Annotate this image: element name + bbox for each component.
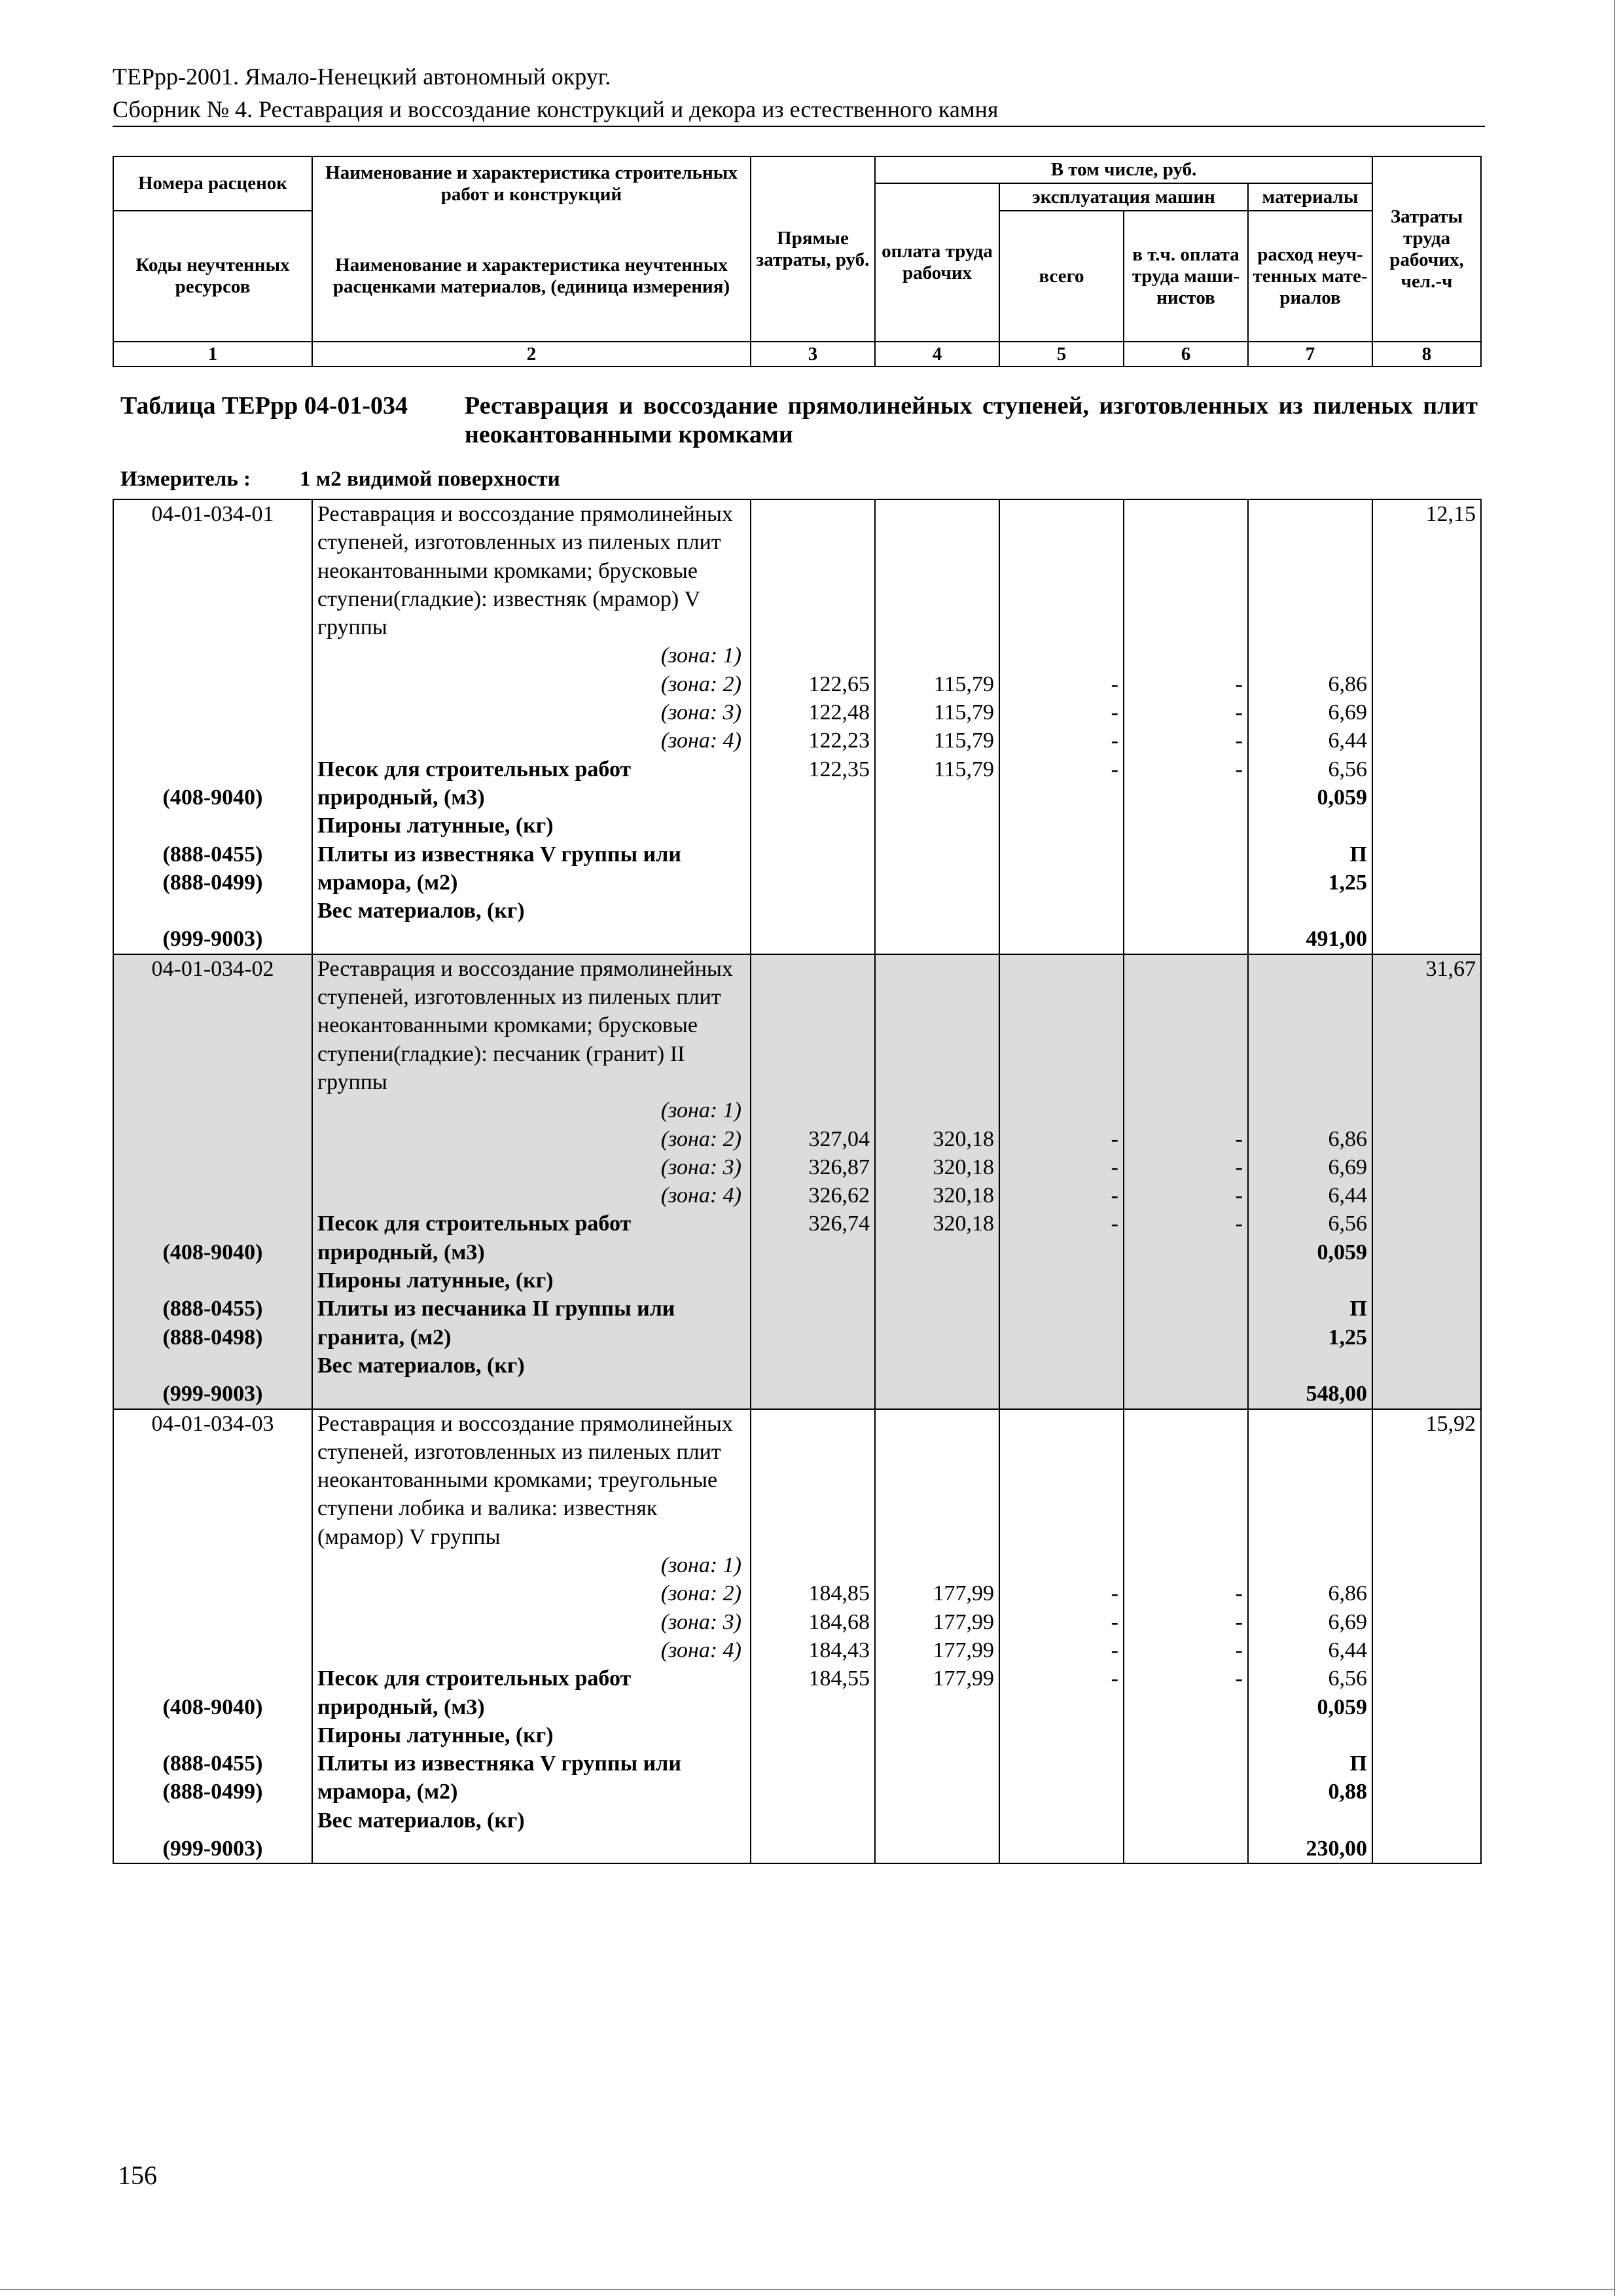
resource-value: П xyxy=(1349,1751,1367,1776)
resource-name: Пироны латунные, (кг) xyxy=(317,814,554,838)
machinist-pay: - xyxy=(1235,700,1243,725)
page-edge-right xyxy=(1614,0,1615,2296)
measure-label: Измеритель : xyxy=(120,467,251,491)
labor-pay-cell xyxy=(875,954,999,1409)
page-edge-bottom xyxy=(0,2289,1615,2290)
machines-total: - xyxy=(1111,1183,1118,1208)
resource-code: (408-9040) xyxy=(162,1240,263,1265)
header-rule xyxy=(113,126,1485,127)
machinist-pay: - xyxy=(1235,1638,1243,1662)
labor-pay-cell xyxy=(875,499,999,954)
resource-value: П xyxy=(1349,1297,1367,1321)
direct-cost-cell xyxy=(751,954,875,1409)
labor-pay: 320,18 xyxy=(933,1183,994,1208)
column-number: 8 xyxy=(1372,342,1481,367)
direct-cost: 184,68 xyxy=(808,1609,870,1634)
resource-value: 0,059 xyxy=(1317,785,1367,810)
machines-total: - xyxy=(1111,1581,1118,1606)
machinist-pay: - xyxy=(1235,728,1243,753)
labor-cost-cell xyxy=(1372,499,1481,954)
rate-description: Реставрация и воссоздание прямолинейных ступеней, изготовленных из пиленых плит неокантованными кромками; брусковые ступени(гладкие): известняк (мрамор) V группы xyxy=(317,502,733,640)
zone-label: (зона: 4) xyxy=(660,1183,741,1208)
direct-cost: 122,65 xyxy=(808,672,870,696)
machines-total-cell xyxy=(999,1409,1124,1864)
direct-cost-cell xyxy=(751,1409,875,1864)
header-resource-codes: Коды неучтенных ресурсов xyxy=(113,211,312,342)
resource-name: Плиты из известняка V группы или мрамора, (м2) xyxy=(317,1751,681,1804)
resource-name: Вес материалов, (кг) xyxy=(317,899,525,924)
rate-description-cell xyxy=(312,499,751,954)
machines-total: - xyxy=(1111,1666,1118,1691)
rates-table xyxy=(113,499,1482,1864)
resource-code: (888-0455) xyxy=(162,1297,263,1321)
resource-code: (408-9040) xyxy=(162,785,263,810)
machinist-pay: - xyxy=(1235,757,1243,781)
resource-name: Песок для строительных работ природный, (м3) xyxy=(317,1211,632,1265)
machines-total-cell xyxy=(999,499,1124,954)
zone-label: (зона: 3) xyxy=(660,1609,741,1634)
resource-code: (888-0499) xyxy=(162,1780,263,1804)
header-materials-unaccounted: расход неуч-тенных мате-риалов xyxy=(1248,211,1372,342)
resource-name: Песок для строительных работ природный, (м3) xyxy=(317,757,632,810)
resource-value: 230,00 xyxy=(1306,1837,1367,1861)
resource-value: 1,25 xyxy=(1328,1325,1367,1350)
machines-total-cell xyxy=(999,954,1124,1409)
labor-pay: 320,18 xyxy=(933,1126,994,1151)
labor-cost-cell xyxy=(1372,1409,1481,1864)
zone-label: (зона: 2) xyxy=(660,1126,741,1151)
direct-cost: 326,62 xyxy=(808,1183,870,1208)
materials-cost: 6,44 xyxy=(1328,1638,1367,1662)
materials-cost-cell xyxy=(1248,954,1372,1409)
resource-name: Вес материалов, (кг) xyxy=(317,1353,525,1378)
materials-cost: 6,44 xyxy=(1328,1183,1367,1208)
direct-cost: 184,85 xyxy=(808,1581,870,1606)
machines-total: - xyxy=(1111,1155,1118,1179)
labor-cost: 15,92 xyxy=(1425,1411,1476,1436)
measure-value: 1 м2 видимой поверхности xyxy=(300,467,560,491)
labor-pay: 177,99 xyxy=(933,1581,994,1606)
header-rate-numbers: Номера расценок xyxy=(113,156,312,211)
header-line-2: Сборник № 4. Реставрация и воссоздание конструкций и декора из естественного камня xyxy=(113,96,999,122)
machines-total: - xyxy=(1111,728,1118,753)
materials-cost: 6,86 xyxy=(1328,1581,1367,1606)
header-materials: материалы xyxy=(1248,183,1372,211)
column-number: 6 xyxy=(1124,342,1248,367)
direct-cost: 122,23 xyxy=(808,728,870,753)
labor-cost: 31,67 xyxy=(1425,956,1476,981)
resource-value: 1,25 xyxy=(1328,870,1367,895)
labor-cost: 12,15 xyxy=(1425,502,1476,526)
zone-label: (зона: 1) xyxy=(660,1553,741,1578)
header-in-total: В том числе, руб. xyxy=(875,156,1372,183)
machinist-pay-cell xyxy=(1124,499,1248,954)
header-material-names: Наименование и характеристика неучтенных расценками материалов, (единица измерения) xyxy=(312,211,751,342)
header-work-name: Наименование и характеристика строительных работ и конструкций xyxy=(312,156,751,211)
rate-entry xyxy=(113,954,1481,1409)
rate-code-cell xyxy=(113,954,312,1409)
zone-label: (зона: 1) xyxy=(660,1098,741,1123)
materials-cost: 6,44 xyxy=(1328,728,1367,753)
labor-pay: 177,99 xyxy=(933,1638,994,1662)
machinist-pay: - xyxy=(1235,1609,1243,1634)
materials-cost: 6,86 xyxy=(1328,672,1367,696)
column-header-table xyxy=(113,156,1482,367)
resource-value: 491,00 xyxy=(1306,927,1367,952)
resource-value: 0,88 xyxy=(1328,1780,1367,1804)
header-machines: эксплуатация машин xyxy=(999,183,1248,211)
column-number: 2 xyxy=(312,342,751,367)
zone-label: (зона: 3) xyxy=(660,700,741,725)
resource-code: (888-0498) xyxy=(162,1325,263,1350)
document-header xyxy=(113,60,1487,127)
resource-value: 0,059 xyxy=(1317,1695,1367,1719)
direct-cost: 122,35 xyxy=(808,757,870,781)
direct-cost-cell xyxy=(751,499,875,954)
column-number: 5 xyxy=(999,342,1124,367)
resource-code: (888-0455) xyxy=(162,842,263,867)
machines-total: - xyxy=(1111,1126,1118,1151)
labor-pay: 115,79 xyxy=(933,700,994,725)
machinist-pay: - xyxy=(1235,1581,1243,1606)
direct-cost: 326,74 xyxy=(808,1211,870,1236)
table-title-text: Реставрация и воссоздание прямолинейных ступеней, изготовленных из пиленых плит неокантованными кромками xyxy=(465,392,1478,448)
materials-cost: 6,56 xyxy=(1328,1211,1367,1236)
materials-cost: 6,56 xyxy=(1328,1666,1367,1691)
machines-total: - xyxy=(1111,1638,1118,1662)
resource-code: (888-0499) xyxy=(162,870,263,895)
rate-entry xyxy=(113,1409,1481,1864)
column-number: 3 xyxy=(751,342,875,367)
rate-description: Реставрация и воссоздание прямолинейных ступеней, изготовленных из пиленых плит неокантованными кромками; треугольные ступени лобика и валика: известняк (мрамор) V группы xyxy=(317,1411,733,1549)
labor-pay: 115,79 xyxy=(933,672,994,696)
rate-code: 04-01-034-01 xyxy=(151,502,274,526)
materials-cost: 6,86 xyxy=(1328,1126,1367,1151)
labor-pay-cell xyxy=(875,1409,999,1864)
labor-pay: 115,79 xyxy=(933,728,994,753)
zone-label: (зона: 4) xyxy=(660,1638,741,1662)
resource-code: (999-9003) xyxy=(162,1382,263,1407)
machinist-pay: - xyxy=(1235,1155,1243,1179)
resource-name: Плиты из песчаника II группы или гранита, (м2) xyxy=(317,1297,675,1350)
resource-name: Плиты из известняка V группы или мрамора, (м2) xyxy=(317,842,681,895)
machines-total: - xyxy=(1111,1211,1118,1236)
direct-cost: 184,43 xyxy=(808,1638,870,1662)
machines-total: - xyxy=(1111,700,1118,725)
machines-total: - xyxy=(1111,672,1118,696)
measure-unit xyxy=(120,466,560,492)
rate-code-cell xyxy=(113,499,312,954)
rate-code: 04-01-034-03 xyxy=(151,1411,274,1436)
resource-value: 548,00 xyxy=(1306,1382,1367,1407)
resource-code: (888-0455) xyxy=(162,1751,263,1776)
page-number: 156 xyxy=(118,2161,157,2190)
header-labor-pay: оплата труда рабочих xyxy=(875,183,999,342)
resource-value: 0,059 xyxy=(1317,1240,1367,1265)
column-number: 7 xyxy=(1248,342,1372,367)
machines-total: - xyxy=(1111,757,1118,781)
labor-cost-cell xyxy=(1372,954,1481,1409)
resource-code: (999-9003) xyxy=(162,1837,263,1861)
zone-label: (зона: 2) xyxy=(660,672,741,696)
labor-pay: 320,18 xyxy=(933,1211,994,1236)
rate-code-cell xyxy=(113,1409,312,1864)
resource-name: Пироны латунные, (кг) xyxy=(317,1268,554,1293)
machinist-pay: - xyxy=(1235,1211,1243,1236)
rate-description: Реставрация и воссоздание прямолинейных ступеней, изготовленных из пиленых плит неокантованными кромками; брусковые ступени(гладкие): песчаник (гранит) II группы xyxy=(317,956,733,1094)
rate-code: 04-01-034-02 xyxy=(151,956,274,981)
direct-cost: 326,87 xyxy=(808,1155,870,1179)
column-number: 4 xyxy=(875,342,999,367)
machinist-pay: - xyxy=(1235,1183,1243,1208)
rate-description-cell xyxy=(312,954,751,1409)
header-machines-total: всего xyxy=(999,211,1124,342)
materials-cost-cell xyxy=(1248,499,1372,954)
materials-cost: 6,69 xyxy=(1328,1155,1367,1179)
labor-pay: 177,99 xyxy=(933,1666,994,1691)
rate-description-cell xyxy=(312,1409,751,1864)
zone-label: (зона: 1) xyxy=(660,643,741,668)
machinist-pay: - xyxy=(1235,672,1243,696)
column-number: 1 xyxy=(113,342,312,367)
direct-cost: 184,55 xyxy=(808,1666,870,1691)
resource-name: Песок для строительных работ природный, (м3) xyxy=(317,1666,632,1719)
header-direct-costs: Прямые затраты, руб. xyxy=(751,156,875,342)
resource-name: Пироны латунные, (кг) xyxy=(317,1723,554,1748)
zone-label: (зона: 3) xyxy=(660,1155,741,1179)
machinist-pay: - xyxy=(1235,1666,1243,1691)
direct-cost: 327,04 xyxy=(808,1126,870,1151)
materials-cost: 6,69 xyxy=(1328,1609,1367,1634)
header-machinist-pay: в т.ч. оплата труда маши-нистов xyxy=(1124,211,1248,342)
header-labor-cost: Затраты труда рабочих, чел.-ч xyxy=(1372,156,1481,342)
labor-pay: 320,18 xyxy=(933,1155,994,1179)
materials-cost: 6,69 xyxy=(1328,700,1367,725)
zone-label: (зона: 4) xyxy=(660,728,741,753)
machines-total: - xyxy=(1111,1609,1118,1634)
labor-pay: 177,99 xyxy=(933,1609,994,1634)
materials-cost-cell xyxy=(1248,1409,1372,1864)
table-title-label: Таблица ТЕРрр 04-01-034 xyxy=(120,392,408,420)
machinist-pay-cell xyxy=(1124,954,1248,1409)
zone-label: (зона: 2) xyxy=(660,1581,741,1606)
machinist-pay: - xyxy=(1235,1126,1243,1151)
labor-pay: 115,79 xyxy=(933,757,994,781)
materials-cost: 6,56 xyxy=(1328,757,1367,781)
rate-entry xyxy=(113,499,1481,954)
direct-cost: 122,48 xyxy=(808,700,870,725)
resource-code: (408-9040) xyxy=(162,1695,263,1719)
resource-name: Вес материалов, (кг) xyxy=(317,1808,525,1833)
machinist-pay-cell xyxy=(1124,1409,1248,1864)
resource-value: П xyxy=(1349,842,1367,867)
header-line-1: ТЕРрр-2001. Ямало-Ненецкий автономный округ. xyxy=(113,63,611,90)
resource-code: (999-9003) xyxy=(162,927,263,952)
